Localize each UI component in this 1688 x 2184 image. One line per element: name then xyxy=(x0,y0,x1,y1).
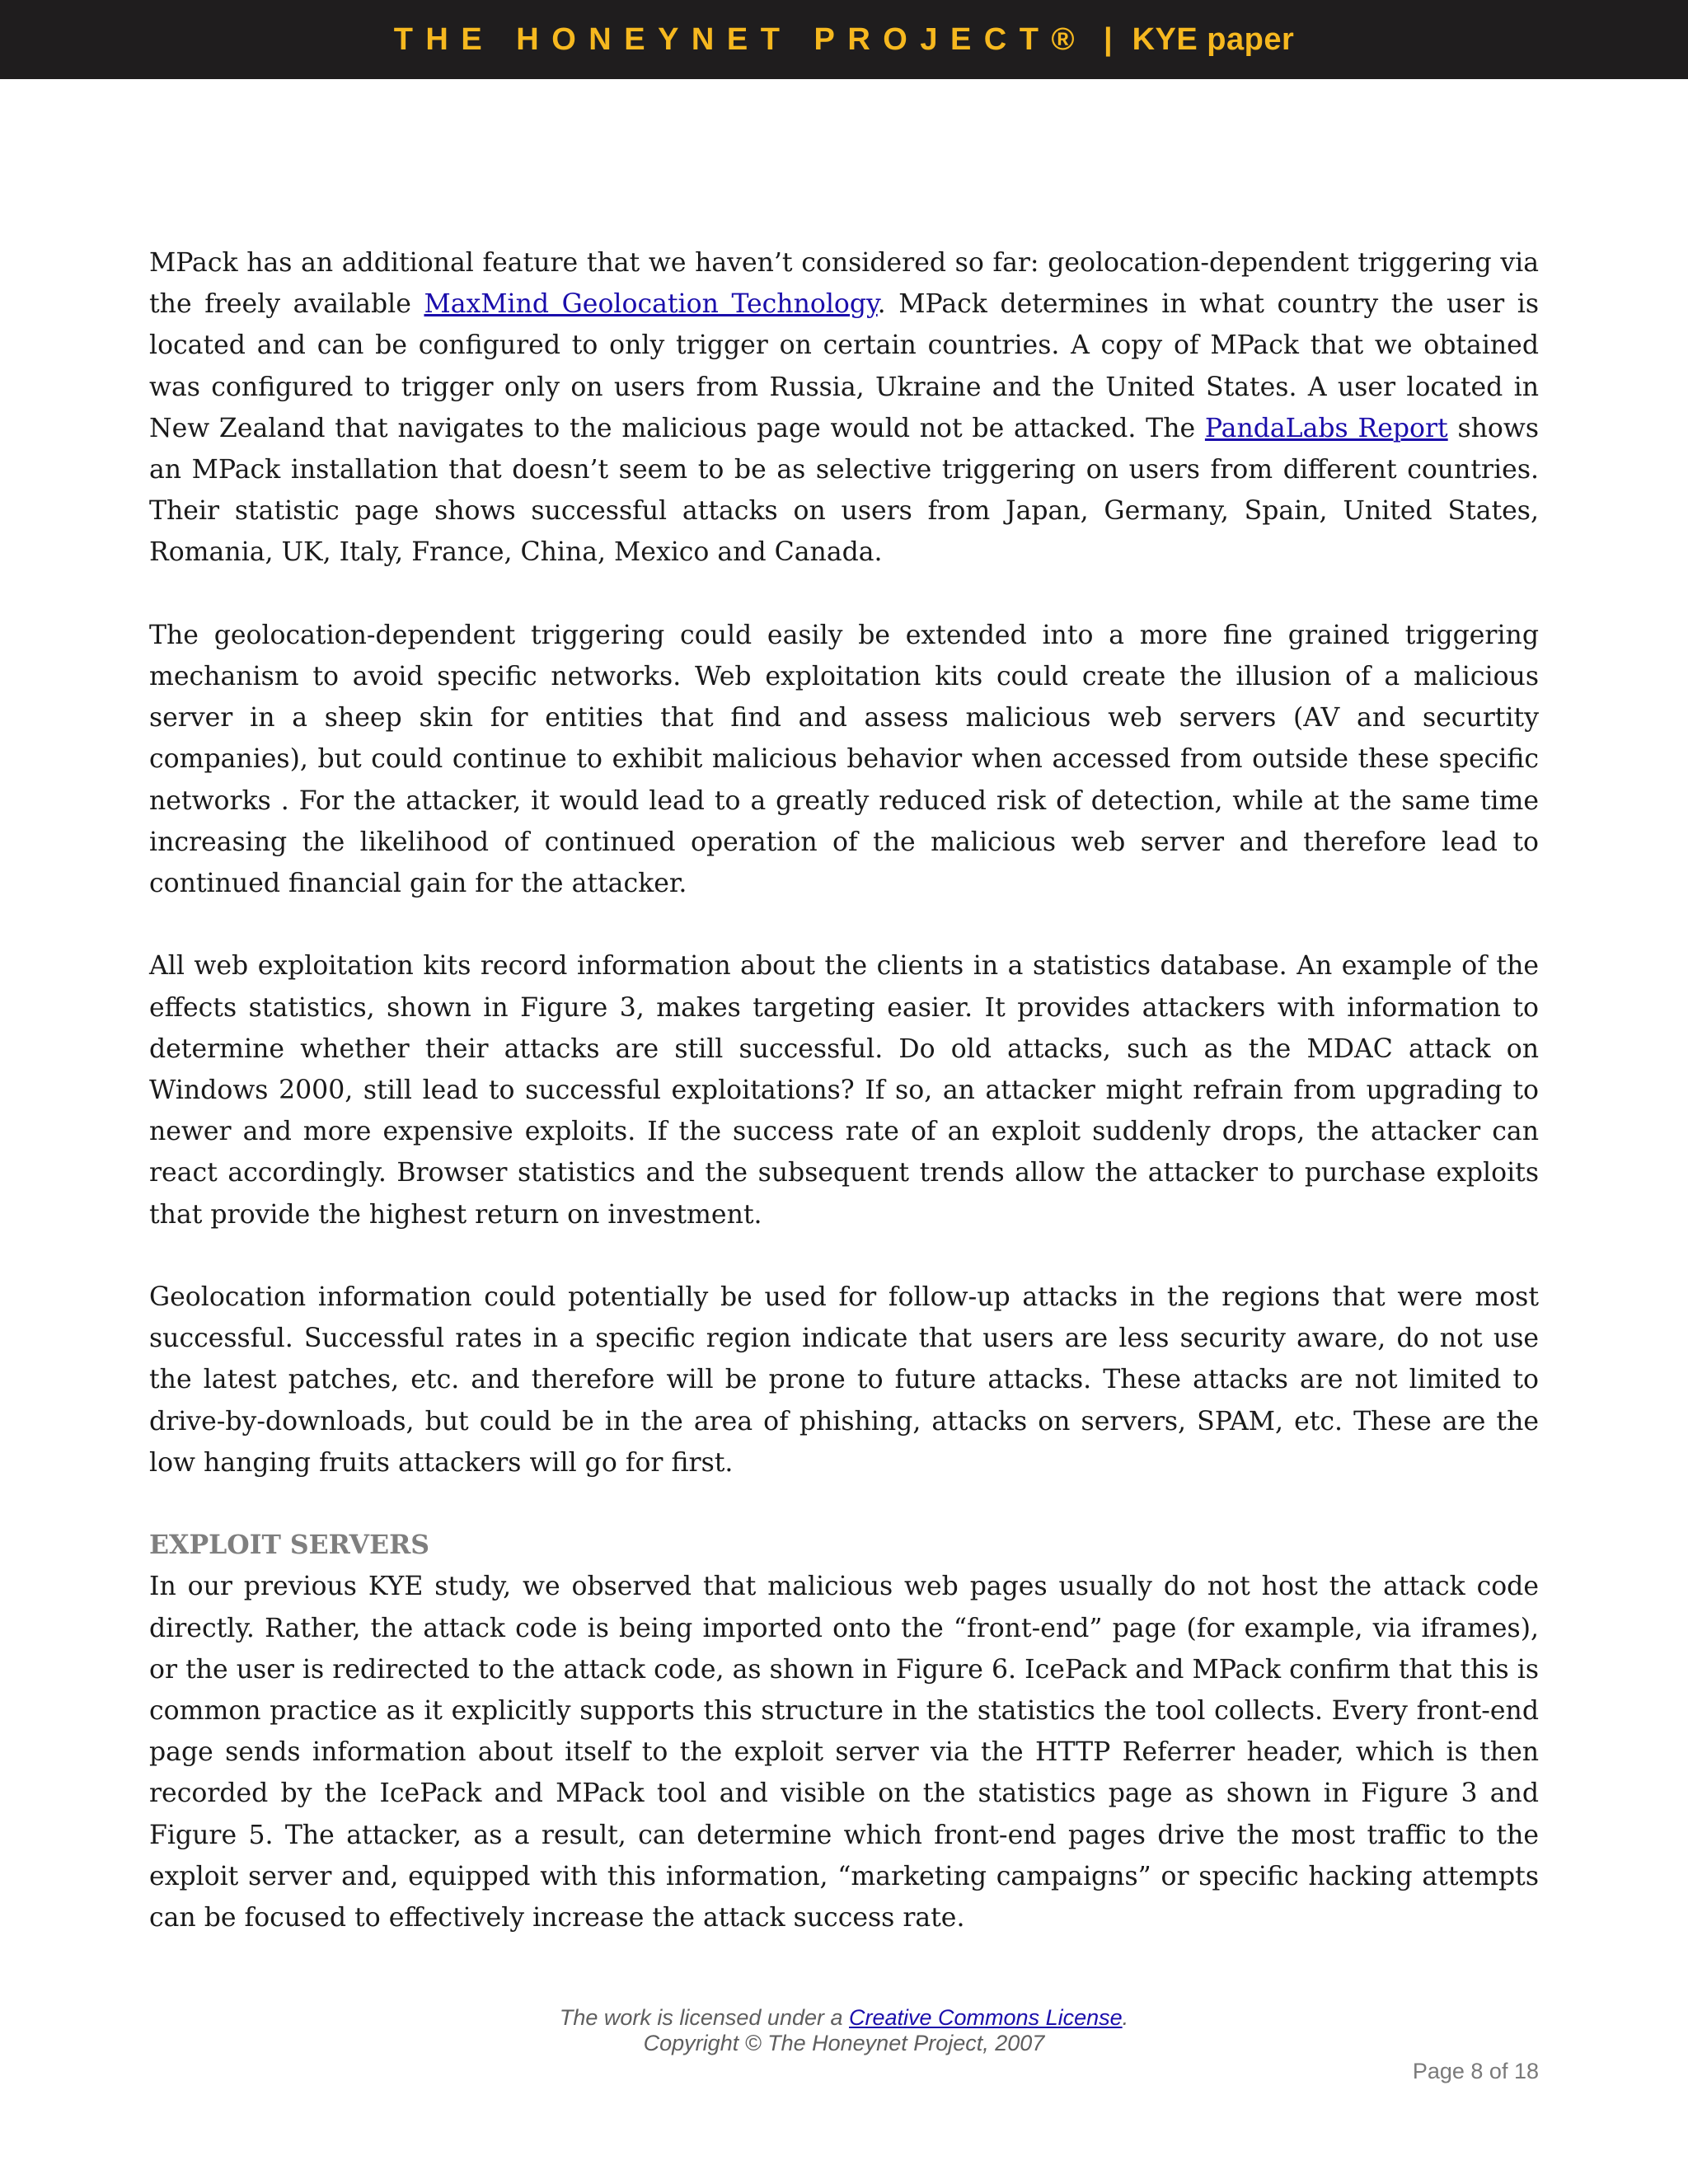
license-prefix: The work is licensed under a xyxy=(559,2005,849,2030)
article-body xyxy=(149,242,1539,1938)
header-paper-label: KYE paper xyxy=(1132,22,1295,57)
paragraph-geolocation xyxy=(149,242,1539,574)
page-number: Page 8 of 18 xyxy=(1412,2059,1539,2083)
paragraph-followup-attacks: Geolocation information could potentially be used for follow-up attacks in the regions that were most successful. Successful rates in a specific region indicate that users are less security aware, do not use the latest patches, etc. and therefore will be prone to future attacks. These attacks are not limited to drive-by-downloads, but could be in the area of phishing, attacks on servers, SPAM, etc. These are the low hanging fruits attackers will go for first. xyxy=(149,1282,1539,1478)
paragraph-text: MPack has an additional feature that we haven’t considered so far: geolocation-dependent triggering via the freely available xyxy=(149,248,1539,320)
license-line xyxy=(0,2005,1688,2031)
section-heading-exploit-servers: EXPLOIT SERVERS xyxy=(149,1530,430,1561)
pandalabs-link[interactable]: PandaLabs Report xyxy=(1204,413,1448,443)
paragraph-exploit-servers: In our previous KYE study, we observed that malicious web pages usually do not host the attack code directly. Rather, the attack code is being imported onto the “front-end” page (for example, via iframes), or the user is redirected to the attack code, as shown in Figure 6. IcePack and MPack confirm that this is common practice as it explicitly supports this structure in the statistics the tool collects. Every front-end page sends information about itself to the exploit server via the HTTP Referrer header, which is then recorded by the IcePack and MPack tool and visible on the statistics page as shown in Figure 3 and Figure 5. The attacker, as a result, can determine which front-end pages drive the most traffic to the exploit server and, equipped with this information, “marketing campaigns” or specific hacking attempts can be focused to effectively increase the attack success rate. xyxy=(149,1572,1539,1933)
creative-commons-link[interactable]: Creative Commons License xyxy=(849,2005,1123,2030)
paragraph-text: shows an MPack installation that doesn’t seem to be as selective triggering on users from different countries. Their statistic page shows successful attacks on users from Japan, Germany, Spain, United States, Romania, UK, Italy, France, China, Mexico and Canada. xyxy=(149,413,1539,568)
paragraph-triggering: The geolocation-dependent triggering could easily be extended into a more fine grained triggering mechanism to avoid specific networks. Web exploitation kits could create the illusion of a malicious server in a sheep skin for entities that find and assess malicious web servers (AV and securtity companies), but could continue to exhibit malicious behavior when accessed from outside these specific networks . For the attacker, it would lead to a greatly reduced risk of detection, while at the same time increasing the likelihood of continued operation of the malicious web server and therefore lead to continued financial gain for the attacker. xyxy=(149,620,1539,899)
copyright-line: Copyright © The Honeynet Project, 2007 xyxy=(643,2031,1045,2055)
footer xyxy=(0,2005,1688,2056)
license-suffix: . xyxy=(1122,2005,1129,2030)
header-bar xyxy=(0,0,1688,79)
header-separator: | xyxy=(1103,22,1113,57)
paragraph-statistics: All web exploitation kits record information about the clients in a statistics database. An example of the effects statistics, shown in Figure 3, makes targeting easier. It provides attackers with information to determine whether their attacks are still successful. Do old attacks, such as the MDAC attack on Windows 2000, still lead to successful exploitations? If so, an attacker might refrain from upgrading to newer and more expensive exploits. If the success rate of an exploit suddenly drops, the attacker can react accordingly. Browser statistics and the subsequent trends allow the attacker to purchase exploits that provide the highest return on investment. xyxy=(149,951,1539,1230)
paragraph-text: . MPack determines in what country the user is located and can be configured to only trigger on certain countries. A copy of MPack that we obtained was configured to trigger only on users from Russia, Ukraine and the United States. A user located in New Zealand that navigates to the malicious page would not be attacked. The xyxy=(149,289,1539,443)
header-project-title: THE HONEYNET PROJECT® xyxy=(393,22,1087,57)
maxmind-link[interactable]: MaxMind Geolocation Technology xyxy=(424,289,878,320)
